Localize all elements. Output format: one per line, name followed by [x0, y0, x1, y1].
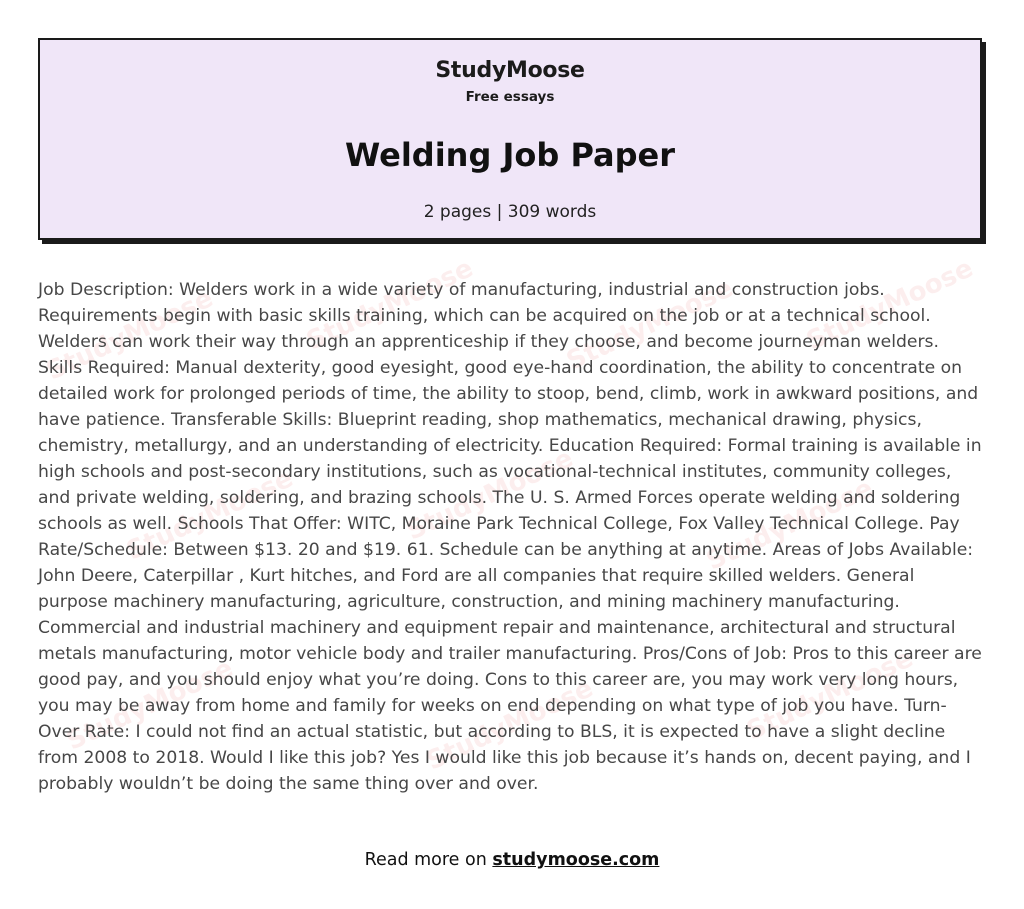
read-more-prefix: Read more on	[364, 850, 487, 870]
watermark: StudyMoose	[62, 653, 238, 757]
page-title: Welding Job Paper	[344, 136, 676, 174]
watermark: StudyMoose	[702, 473, 878, 577]
watermark: StudyMoose	[302, 253, 478, 357]
essay-meta: 2 pages | 309 words	[423, 202, 597, 222]
watermark: StudyMoose	[402, 443, 578, 547]
read-more-link[interactable]: studymoose.com	[492, 850, 660, 870]
watermark: StudyMoose	[42, 283, 218, 387]
watermark: StudyMoose	[742, 643, 918, 747]
watermark: StudyMoose	[562, 273, 738, 377]
read-more-line	[0, 850, 1024, 870]
watermark: StudyMoose	[422, 673, 598, 777]
watermark: StudyMoose	[122, 463, 298, 567]
essay-body: Job Description: Welders work in a wide variety of manufacturing, industrial and construction jobs. Requirements begin with basic skills training, which can be acquired on the job or at a technical school. Welders can work their way through an apprenticeship if they choose, and become journeyman welders. Skills Required: Manual dexterity, good eyesight, good eye-hand coordination, the ability to concentrate on detailed work for prolonged periods of time, the ability to stoop, bend, climb, work in awkward positions, and have patience. Transferable Skills: Blueprint reading, shop mathematics, mechanical drawing, physics, chemistry, metallurgy, and an understanding of electricity. Education Required: Formal training is available in high schools and post-secondary institutions, such as vocational-technical institutes, community colleges, and private welding, soldering, and brazing schools. The U. S. Armed Forces operate welding and soldering schools as well. Schools That Offer: WITC, Moraine Park Technical College, Fox Valley Technical College. Pay Rate/Schedule: Between $13. 20 and $19. 61. Schedule can be anything at anytime. Areas of Jobs Available: John Deere, Caterpillar , Kurt hitches, and Ford are all companies that require skilled welders. General purpose machinery manufacturing, agriculture, construction, and mining machinery manufacturing. Commercial and industrial machinery and equipment repair and maintenance, architectural and structural metals manufacturing, motor vehicle body and trailer manufacturing. Pros/Cons of Job: Pros to this career are good pay, and you should enjoy what you’re doing. Cons to this career are, you may work very long hours, you may be away from home and family for weeks on end depending on what type of job you have. Turn-Over Rate: I could not find an actual statistic, but according to BLS, it is expected to have a slight decline from 2008 to 2018. Would I like this job? Yes I would like this job because it’s hands on, decent paying, and I probably wouldn’t be doing the same thing over and over.	[38, 280, 982, 794]
brand-logo[interactable]: StudyMoose	[435, 58, 585, 83]
essay-header-card	[38, 38, 982, 240]
brand-tagline: Free essays	[465, 89, 555, 105]
watermark: StudyMoose	[802, 253, 978, 357]
